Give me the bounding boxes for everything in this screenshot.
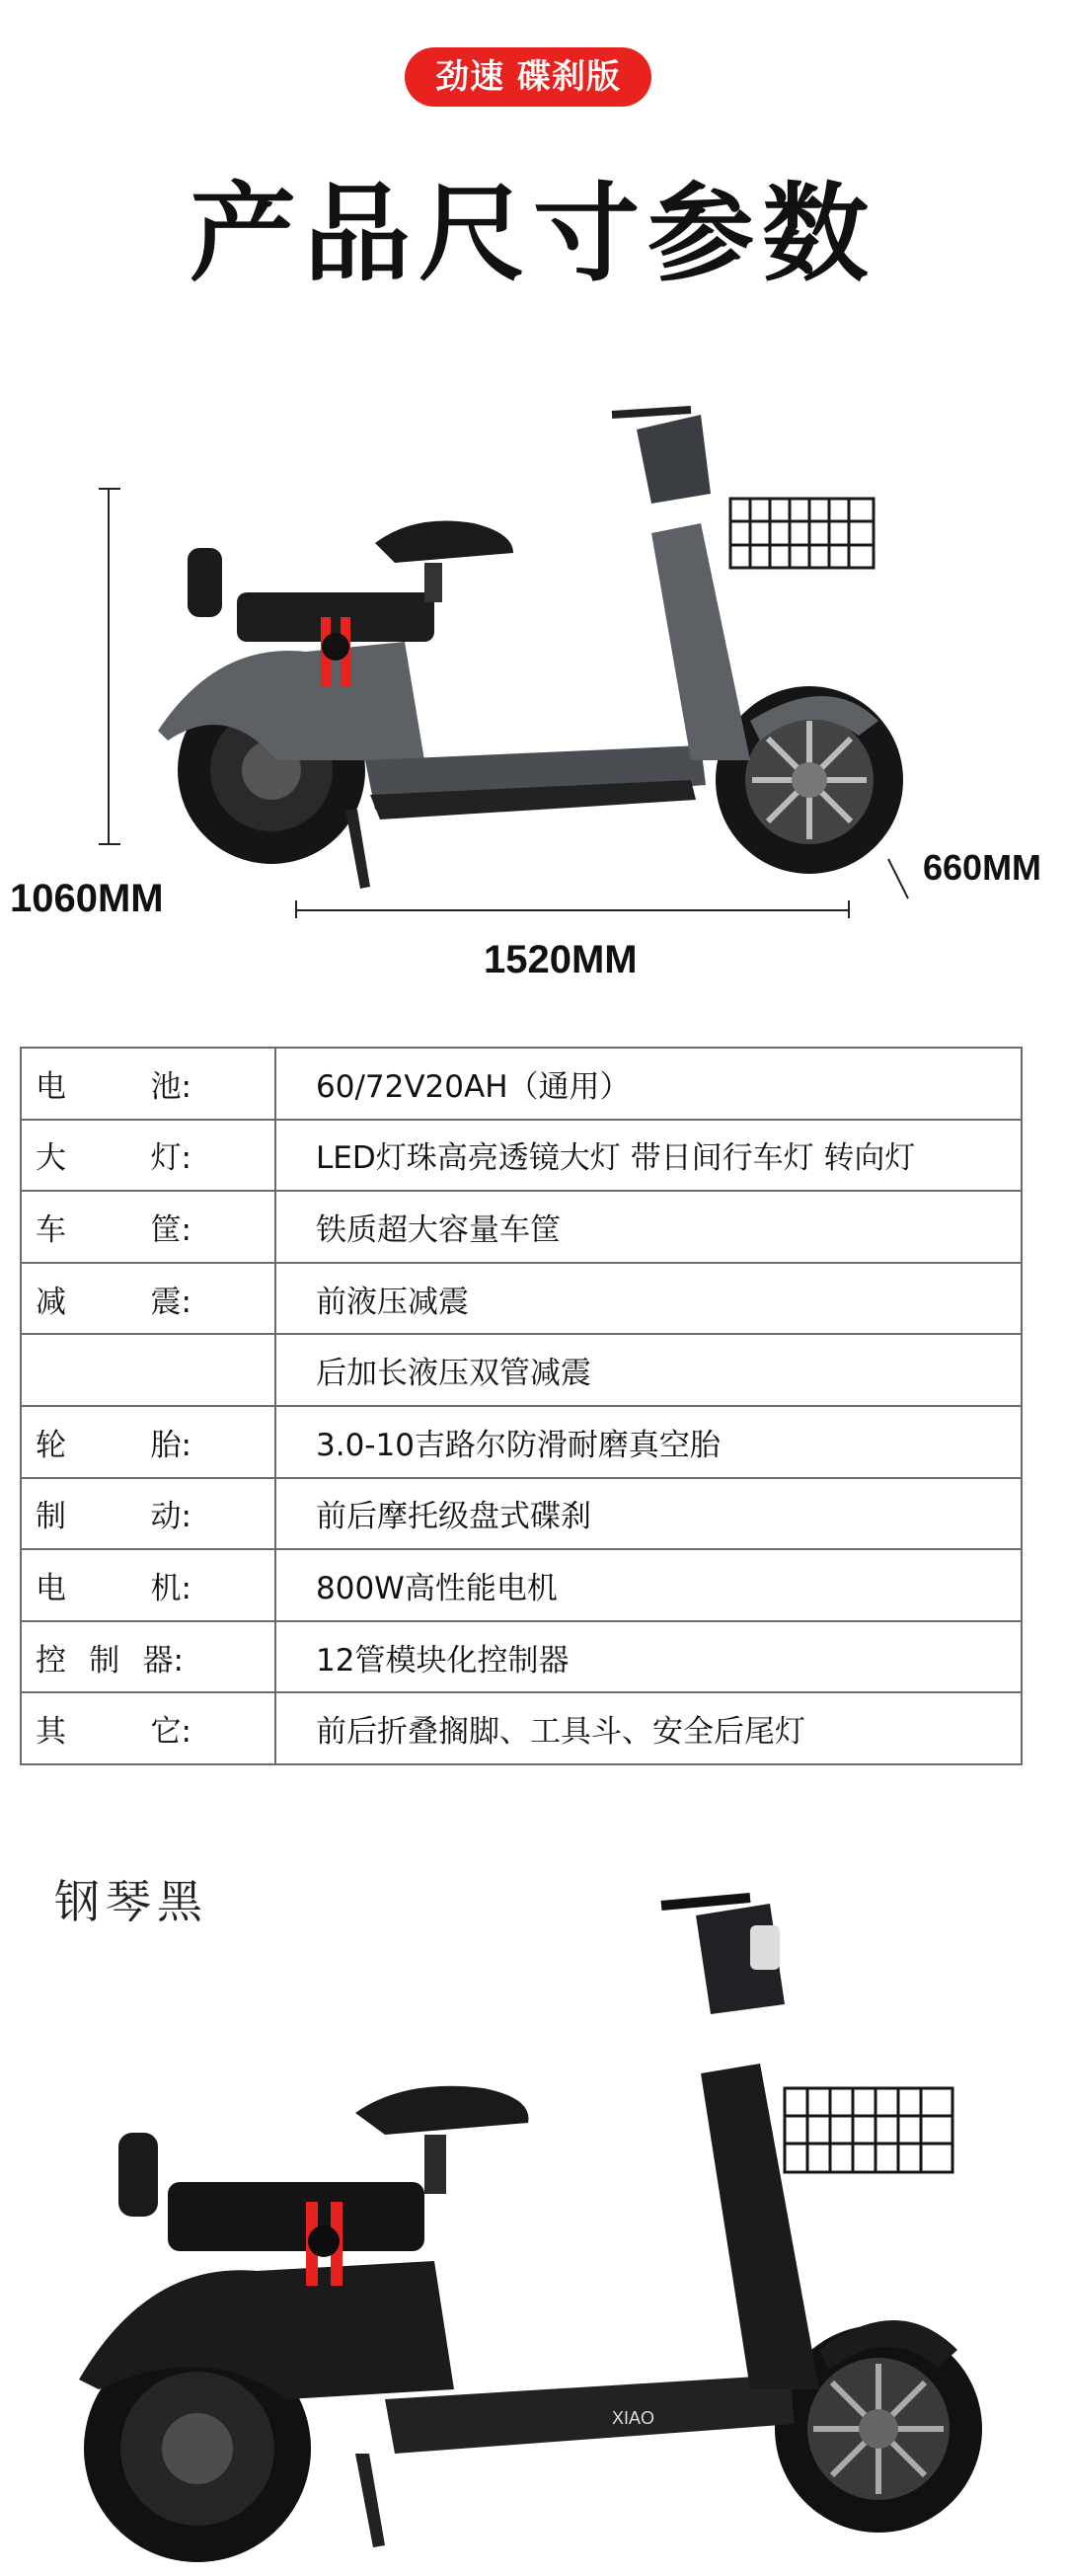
table-row [21,1692,1022,1764]
spec-key: 电 池: [21,1048,275,1120]
spec-value: 12管模块化控制器 [275,1621,1022,1693]
table-row [21,1120,1022,1192]
spec-key: 车 筐: [21,1191,275,1263]
table-row [21,1263,1022,1335]
length-dimension: 1520MM [484,938,638,981]
spec-key: 制 动: [21,1478,275,1550]
spec-value: 前后折叠搁脚、工具斗、安全后尾灯 [275,1692,1022,1764]
svg-text:XIAO: XIAO [612,2408,655,2428]
page-title: 产品尺寸参数 [189,173,876,296]
scooter-black-image [59,1876,987,2567]
table-row [21,1406,1022,1478]
table-row [21,1549,1022,1621]
edition-badge: 劲速 碟刹版 [405,47,651,107]
table-row [21,1478,1022,1550]
table-row [21,1048,1022,1120]
spec-key: 控 制 器: [21,1621,275,1693]
table-row [21,1191,1022,1263]
spec-key: 减 震: [21,1263,275,1335]
scooter-gray-image [99,346,948,918]
spec-value: 后加长液压双管减震 [275,1334,1022,1406]
spec-value: 前液压减震 [275,1263,1022,1335]
spec-value: 铁质超大容量车筐 [275,1191,1022,1263]
seat-height-dimension: 660MM [923,847,1042,888]
spec-key [21,1334,275,1406]
spec-value: 前后摩托级盘式碟刹 [275,1478,1022,1550]
color-name-label: 钢琴黑 [54,1875,208,1928]
spec-key: 其 它: [21,1692,275,1764]
spec-table [20,1047,1023,1765]
spec-value: 800W高性能电机 [275,1549,1022,1621]
table-row [21,1334,1022,1406]
spec-key: 大 灯: [21,1120,275,1192]
spec-value: 3.0-10吉路尔防滑耐磨真空胎 [275,1406,1022,1478]
spec-key: 轮 胎: [21,1406,275,1478]
spec-key: 电 机: [21,1549,275,1621]
height-dimension: 1060MM [10,877,164,920]
spec-value: 60/72V20AH（通用） [275,1048,1022,1120]
spec-value: LED灯珠高亮透镜大灯 带日间行车灯 转向灯 [275,1120,1022,1192]
table-row [21,1621,1022,1693]
